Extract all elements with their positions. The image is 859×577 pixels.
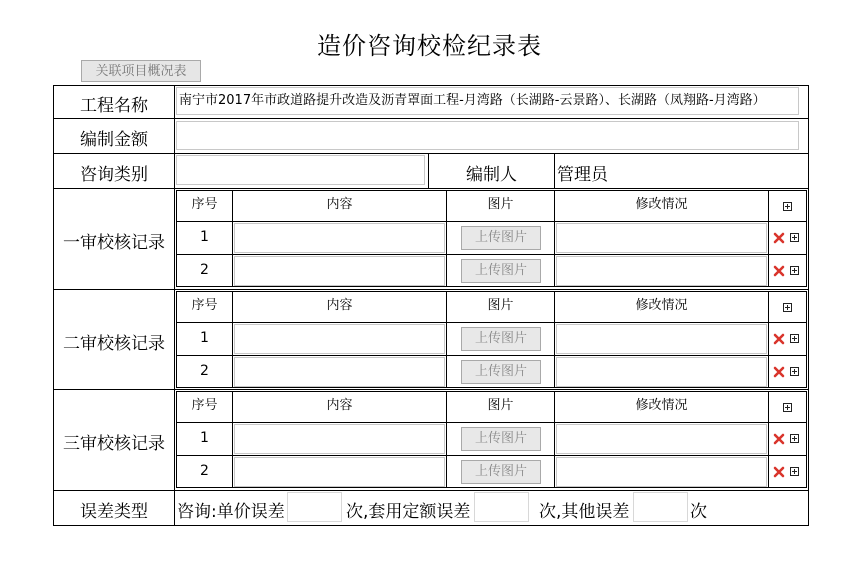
- project-name-input[interactable]: 南宁市2017年市政道路提升改造及沥青罩面工程-月湾路（长湖路-云景路）、长湖路（凤翔路-月湾路）: [176, 87, 799, 115]
- delete-row-icon[interactable]: [773, 433, 785, 445]
- row-content-input[interactable]: [234, 424, 445, 454]
- upload-image-button[interactable]: 上传图片: [461, 427, 541, 451]
- upload-image-button[interactable]: 上传图片: [461, 226, 541, 250]
- row-seq: 2: [200, 262, 209, 278]
- add-row-icon[interactable]: [790, 367, 799, 376]
- column-header-seq: 序号: [191, 197, 218, 212]
- row-content-input[interactable]: [234, 457, 445, 487]
- delete-row-icon[interactable]: [773, 232, 785, 244]
- row-revision-input[interactable]: [556, 223, 767, 253]
- row-seq: 1: [200, 229, 209, 245]
- upload-image-button[interactable]: 上传图片: [461, 360, 541, 384]
- add-row-icon[interactable]: [790, 233, 799, 242]
- link-project-overview-button[interactable]: 关联项目概况表: [81, 60, 201, 82]
- column-header-image: 图片: [487, 298, 514, 313]
- error-type-label: 误差类型: [80, 502, 148, 522]
- row-content-input[interactable]: [234, 223, 445, 253]
- add-row-icon[interactable]: [783, 303, 792, 312]
- project-name-label: 工程名称: [80, 96, 148, 116]
- column-header-revision: 修改情况: [635, 298, 688, 313]
- review-section-label: 三审校核记录: [63, 434, 165, 454]
- column-header-content: 内容: [326, 298, 353, 313]
- error-quota-label: 次,套用定额误差: [346, 502, 471, 522]
- column-header-seq: 序号: [191, 398, 218, 413]
- row-seq: 2: [200, 463, 209, 479]
- delete-row-icon[interactable]: [773, 333, 785, 345]
- review-section-label: 一审校核记录: [63, 233, 165, 253]
- upload-image-button[interactable]: 上传图片: [461, 327, 541, 351]
- quota-error-input[interactable]: [474, 492, 529, 522]
- delete-row-icon[interactable]: [773, 265, 785, 277]
- row-seq: 2: [200, 363, 209, 379]
- category-label: 咨询类别: [80, 165, 148, 185]
- column-header-image: 图片: [487, 197, 514, 212]
- add-row-icon[interactable]: [790, 434, 799, 443]
- row-seq: 1: [200, 330, 209, 346]
- row-revision-input[interactable]: [556, 324, 767, 354]
- column-header-seq: 序号: [191, 298, 218, 313]
- page-title: 造价咨询校检纪录表: [317, 32, 542, 60]
- review-section-label: 二审校核记录: [63, 334, 165, 354]
- error-unit-price-label: 咨询:单价误差: [177, 502, 285, 522]
- delete-row-icon[interactable]: [773, 366, 785, 378]
- amount-label: 编制金额: [80, 130, 148, 150]
- row-revision-input[interactable]: [556, 457, 767, 487]
- category-input[interactable]: [176, 155, 425, 185]
- editor-label: 编制人: [466, 165, 517, 185]
- amount-input[interactable]: [176, 121, 799, 150]
- delete-row-icon[interactable]: [773, 466, 785, 478]
- error-other-label: 次,其他误差: [539, 502, 630, 522]
- row-seq: 1: [200, 430, 209, 446]
- add-row-icon[interactable]: [790, 467, 799, 476]
- row-content-input[interactable]: [234, 256, 445, 286]
- column-header-revision: 修改情况: [635, 398, 688, 413]
- column-header-content: 内容: [326, 197, 353, 212]
- upload-image-button[interactable]: 上传图片: [461, 259, 541, 283]
- editor-value: 管理员: [557, 165, 608, 185]
- add-row-icon[interactable]: [783, 403, 792, 412]
- row-revision-input[interactable]: [556, 357, 767, 387]
- row-content-input[interactable]: [234, 324, 445, 354]
- other-error-input[interactable]: [633, 492, 688, 522]
- upload-image-button[interactable]: 上传图片: [461, 460, 541, 484]
- row-revision-input[interactable]: [556, 424, 767, 454]
- add-row-icon[interactable]: [790, 334, 799, 343]
- column-header-content: 内容: [326, 398, 353, 413]
- row-content-input[interactable]: [234, 357, 445, 387]
- column-header-revision: 修改情况: [635, 197, 688, 212]
- add-row-icon[interactable]: [790, 266, 799, 275]
- error-count-unit: 次: [690, 502, 707, 522]
- row-revision-input[interactable]: [556, 256, 767, 286]
- add-row-icon[interactable]: [783, 202, 792, 211]
- column-header-image: 图片: [487, 398, 514, 413]
- unit-price-error-input[interactable]: [287, 492, 342, 522]
